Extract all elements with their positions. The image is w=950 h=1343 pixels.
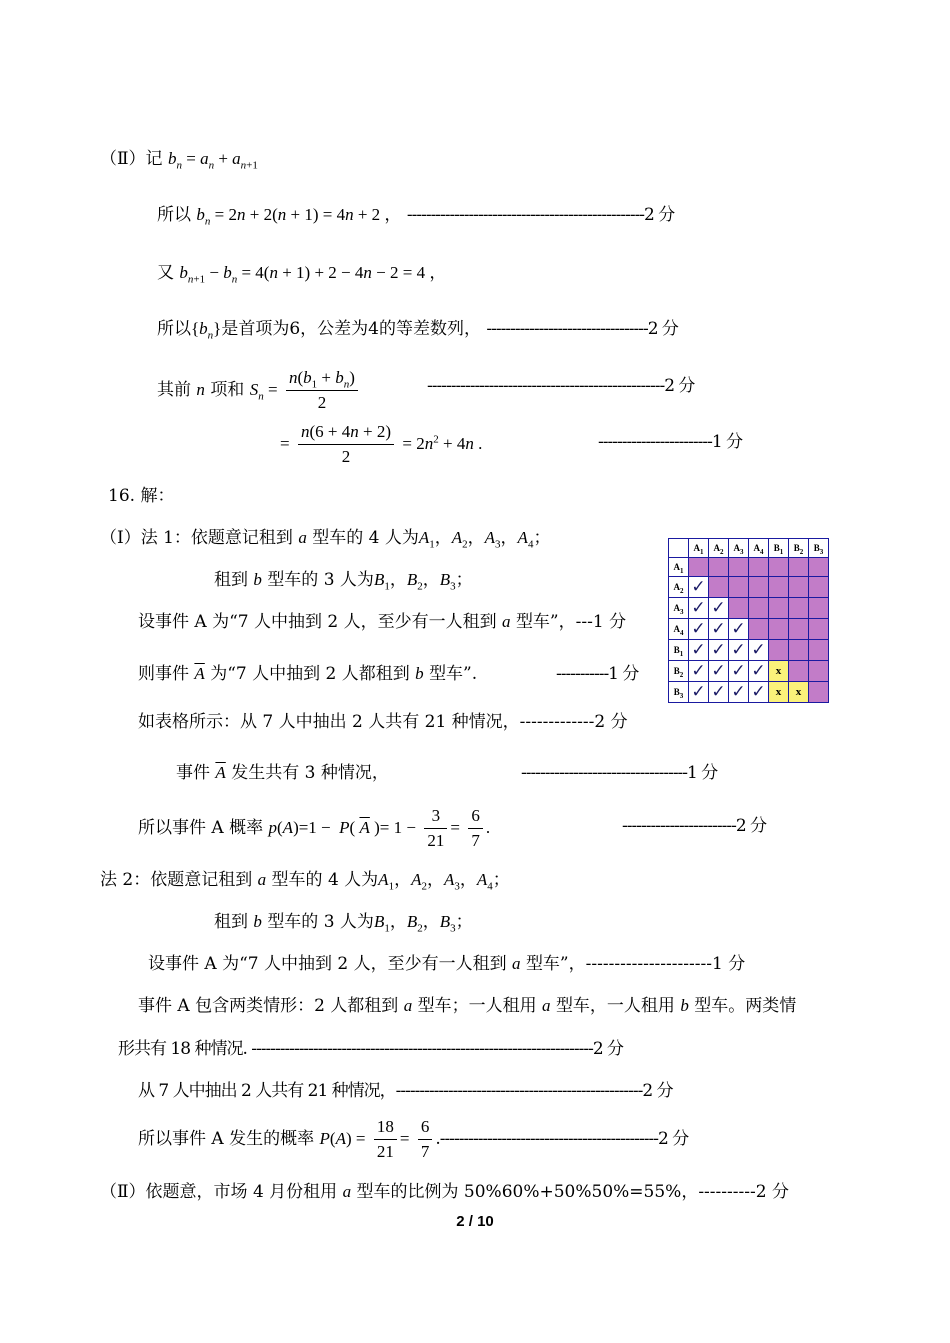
col-header: $A_2$ xyxy=(709,539,729,558)
part2-line-bn-def: （Ⅱ）记 $b_n = a_n + a_{n+1}$ xyxy=(100,149,258,172)
line-bn-diff: 又 $b_{n+1} - b_n = 4(n + 1) + 2 - 4n - 2 = 4$ ， xyxy=(157,263,447,286)
check-icon: ✓ xyxy=(729,661,749,682)
score-dashes: ------------------------1 分 xyxy=(598,432,743,452)
col-header: $B_3$ xyxy=(809,539,829,558)
table-row xyxy=(669,619,829,640)
row-header: $A_3$ xyxy=(669,598,689,619)
question-16-heading: 16. 解： xyxy=(108,486,175,506)
table-row xyxy=(669,598,829,619)
score-dashes: --------------------------------------------------2 分 xyxy=(427,376,695,396)
check-icon: ✓ xyxy=(749,640,769,661)
line-sum-result: = $\frac{n(6 + 4n + 2)}{2}$ = $2n^2 + 4n$ . xyxy=(280,422,483,466)
check-icon: ✓ xyxy=(729,640,749,661)
row-header: $A_2$ xyxy=(669,577,689,598)
x-mark: x xyxy=(769,682,789,703)
fraction: $\frac{n(b_1 + b_n)}{2}$ xyxy=(286,368,358,413)
fraction: $\frac{3}{21}$ xyxy=(424,806,447,851)
m2-line2: 租到 b 型车的 3 人为$B_1$，$B_2$，$B_3$； xyxy=(214,912,473,935)
table-row xyxy=(669,640,829,661)
fraction: $\frac{n(6 + 4n + 2)}{2}$ xyxy=(298,422,394,467)
table-row xyxy=(669,661,829,682)
check-icon: ✓ xyxy=(709,640,729,661)
page-number: 2 / 10 xyxy=(456,1213,494,1230)
col-header: $A_3$ xyxy=(729,539,749,558)
line-bn-formula: 所以 $b_n = 2n + 2(n + 1) = 4n + 2$ ， --------------------------------------------------2 分 xyxy=(157,205,675,228)
m1-line5: 如表格所示：从 7 人中抽出 2 人共有 21 种情况，-------------2 分 xyxy=(138,712,628,732)
m1-line3: 设事件 A 为“7 人中抽到 2 人，至少有一人租到 a 型车”，---1 分 xyxy=(138,612,627,632)
check-icon: ✓ xyxy=(709,682,729,703)
table-row xyxy=(669,577,829,598)
check-icon: ✓ xyxy=(689,598,709,619)
col-header: $A_4$ xyxy=(749,539,769,558)
col-header: $B_1$ xyxy=(769,539,789,558)
table-row xyxy=(669,558,829,577)
formula: $b_n = 2n + 2(n + 1) = 4n + 2$ ， xyxy=(196,205,402,228)
pair-grid-table xyxy=(668,538,829,703)
check-icon: ✓ xyxy=(749,661,769,682)
check-icon: ✓ xyxy=(689,577,709,598)
fraction: $\frac{18}{21}$ xyxy=(374,1117,397,1162)
check-icon: ✓ xyxy=(689,682,709,703)
table-row xyxy=(669,682,829,703)
score-dashes: -----------------------------------1 分 xyxy=(521,763,718,783)
formula: $b_n = a_n + a_{n+1}$ xyxy=(167,149,258,172)
m2-line3: 设事件 A 为“7 人中抽到 2 人，至少有一人租到 a 型车”，----------------------1 分 xyxy=(148,954,746,974)
x-mark: x xyxy=(789,682,809,703)
line-sum-formula: 其前 n 项和 $S_n$ = $\frac{n(b_1 + b_n)}{2}$ xyxy=(157,368,361,413)
check-icon: ✓ xyxy=(729,619,749,640)
check-icon: ✓ xyxy=(689,640,709,661)
m2-line1: 法 2：依题意记租到 a 型车的 4 人为$A_1$，$A_2$，$A_3$，$A_4$； xyxy=(100,870,510,893)
col-header: $B_2$ xyxy=(789,539,809,558)
m2-line6: 从 7 人中抽出 2 人共有 21 种情况，----------------------------------------------------2 分 xyxy=(138,1081,673,1101)
check-icon: ✓ xyxy=(709,619,729,640)
score-dashes: -----------1 分 xyxy=(556,664,639,684)
check-icon: ✓ xyxy=(749,682,769,703)
row-header: $B_1$ xyxy=(669,640,689,661)
part2-line1: （Ⅱ）依题意，市场 4 月份租用 a 型车的比例为 50%60%+50%50%=55%，----------2 分 xyxy=(100,1182,789,1202)
table-corner xyxy=(669,539,689,558)
m1-line6: 事件 $\overline{A}$ 发生共有 3 种情况， xyxy=(176,763,389,783)
m1-line2: 租到 b 型车的 3 人为$B_1$，$B_2$，$B_3$； xyxy=(214,570,473,593)
check-icon: ✓ xyxy=(689,619,709,640)
m1-line4: 则事件 $\overline{A}$ 为“7 人中抽到 2 人都租到 b 型车”. xyxy=(138,664,478,684)
row-header: $B_3$ xyxy=(669,682,689,703)
fraction: $\frac{6}{7}$ xyxy=(418,1117,433,1162)
formula: $b_{n+1} - b_n = 4(n + 1) + 2 - 4n - 2 = 4$ ， xyxy=(179,263,447,286)
x-mark: x xyxy=(769,661,789,682)
m2-line5: 形共有 18 种情况. ------------------------------------------------------------------------2 分 xyxy=(118,1039,624,1059)
check-icon: ✓ xyxy=(729,682,749,703)
m1-line7: 所以事件 A 概率 p(A)=1 − P( $\overline{A}$ )= 1 − $\frac{3}{21}$ = $\frac{6}{7}$ . xyxy=(138,806,491,850)
row-header: $B_2$ xyxy=(669,661,689,682)
row-header: $A_1$ xyxy=(669,558,689,577)
m2-line7: 所以事件 A 发生的概率 P(A) = $\frac{18}{21}$ = $\frac{6}{7}$ .----------------------------------------------2 分 xyxy=(138,1117,689,1161)
m1-line1: （Ⅰ）法 1：依题意记租到 a 型车的 4 人为$A_1$，$A_2$，$A_3$，$A_4$； xyxy=(100,528,551,551)
check-icon: ✓ xyxy=(709,661,729,682)
fraction: $\frac{6}{7}$ xyxy=(468,806,483,851)
check-icon: ✓ xyxy=(709,598,729,619)
line-arith-seq: 所以$\{b_n\}$是首项为6，公差为4的等差数列， ----------------------------------2 分 xyxy=(157,319,678,342)
row-header: $A_4$ xyxy=(669,619,689,640)
score-dashes: ------------------------2 分 xyxy=(622,816,767,836)
m2-line4: 事件 A 包含两类情形：2 人都租到 a 型车；一人租用 a 型车，一人租用 b 型车。两类情 xyxy=(138,996,797,1016)
col-header: $A_1$ xyxy=(689,539,709,558)
check-icon: ✓ xyxy=(689,661,709,682)
table-row xyxy=(669,539,829,558)
